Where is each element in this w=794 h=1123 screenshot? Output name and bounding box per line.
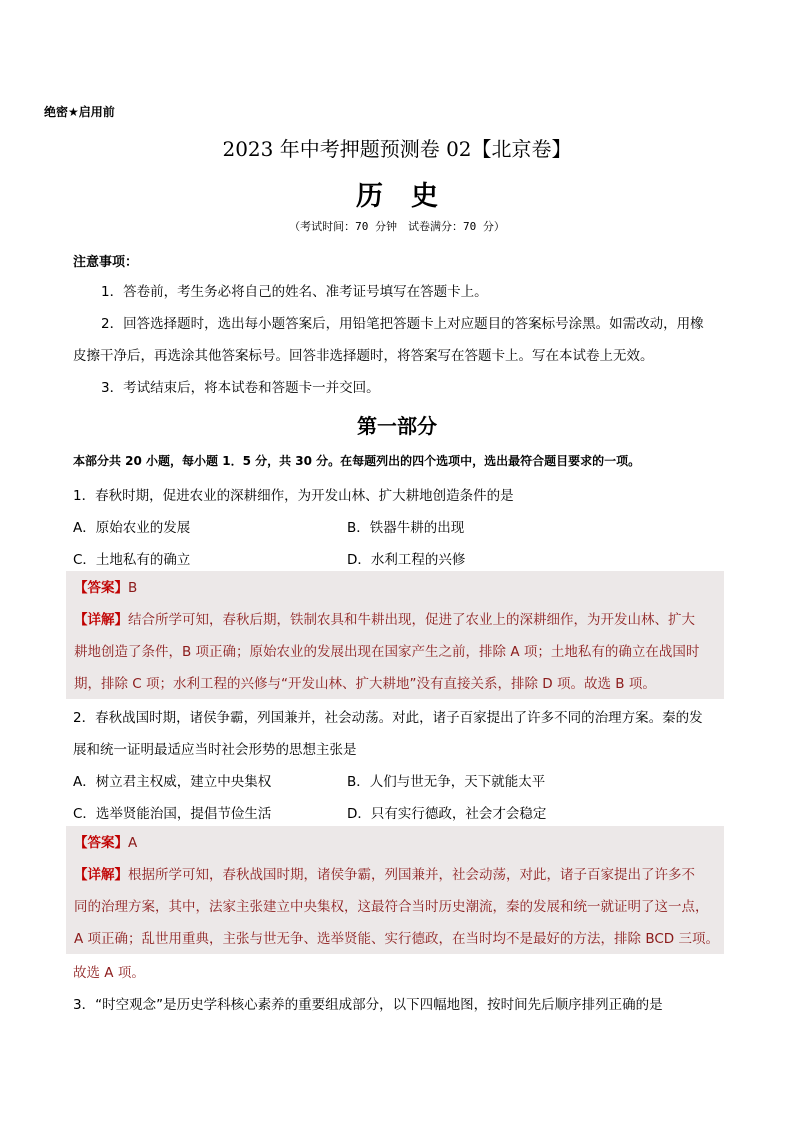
answer-box <box>66 826 724 954</box>
secret-label: 绝密★启用前 <box>44 105 115 119</box>
option-d: D．水利工程的兴修 <box>347 552 466 568</box>
detail-tag: 【详解】 <box>74 612 128 628</box>
exam-info: （考试时间：70 分钟 试卷满分：70 分） <box>289 220 505 233</box>
detail-text: 结合所学可知，春秋后期，铁制农具和牛耕出现，促进了农业上的深耕细作，为开发山林、扩大 <box>128 612 695 628</box>
detail-line <box>74 604 695 636</box>
answer-value: B <box>128 580 138 596</box>
option-d: D．只有实行德政，社会才会稳定 <box>347 806 547 822</box>
detail-conclusion: 故选 A 项。 <box>73 965 145 981</box>
option-a: A．树立君主权威，建立中央集权 <box>73 774 272 790</box>
detail-line <box>74 859 695 891</box>
answer-line <box>74 572 137 604</box>
question-stem: 展和统一证明最适应当时社会形势的思想主张是 <box>73 742 357 758</box>
exam-title: 2023 年中考押题预测卷 02【北京卷】 <box>222 137 572 161</box>
notice-item: 3．考试结束后，将本试卷和答题卡一并交回。 <box>101 380 380 396</box>
notice-item: 2．回答选择题时，选出每小题答案后，用铅笔把答题卡上对应题目的答案标号涂黑。如需改动，用橡 <box>101 316 704 332</box>
option-a: A．原始农业的发展 <box>73 520 191 536</box>
option-b: B．人们与世无争，天下就能太平 <box>347 774 546 790</box>
answer-tag: 【答案】 <box>74 580 128 596</box>
detail-line: A 项正确；乱世用重典，主张与世无争、选举贤能、实行德政，在当时均不是最好的方法，排除 BCD 三项。 <box>74 931 719 947</box>
section-instruction: 本部分共 20 小题，每小题 1．5 分，共 30 分。在每题列出的四个选项中，选出最符合题目要求的一项。 <box>73 454 641 468</box>
answer-tag: 【答案】 <box>74 835 128 851</box>
option-c: C．选举贤能治国，提倡节俭生活 <box>73 806 272 822</box>
answer-line <box>74 827 137 859</box>
question-stem: 2．春秋战国时期，诸侯争霸，列国兼并，社会动荡。对此，诸子百家提出了许多不同的治理方案。秦的发 <box>73 710 703 726</box>
question-stem: 3．“时空观念”是历史学科核心素养的重要组成部分，以下四幅地图，按时间先后顺序排列正确的是 <box>73 997 663 1013</box>
detail-line: 耕地创造了条件，B 项正确；原始农业的发展出现在国家产生之前，排除 A 项；土地私有的确立在战国时 <box>74 644 700 660</box>
option-b: B．铁器牛耕的出现 <box>347 520 465 536</box>
answer-value: A <box>128 835 138 851</box>
answer-box <box>66 571 724 699</box>
detail-text: 根据所学可知，春秋战国时期，诸侯争霸，列国兼并，社会动荡，对此，诸子百家提出了许多不 <box>128 867 695 883</box>
subject-title: 历史 <box>356 181 466 212</box>
notice-item: 皮擦干净后，再选涂其他答案标号。回答非选择题时，将答案写在答题卡上。写在本试卷上无效。 <box>73 348 654 364</box>
detail-line: 期，排除 C 项；水利工程的兴修与“开发山林、扩大耕地”没有直接关系，排除 D 项。故选 B 项。 <box>74 676 656 692</box>
notice-item: 1．答卷前，考生务必将自己的姓名、准考证号填写在答题卡上。 <box>101 284 488 300</box>
section-title: 第一部分 <box>357 414 437 438</box>
detail-line: 同的治理方案，其中，法家主张建立中央集权，这最符合当时历史潮流，秦的发展和统一就证明了这一点， <box>74 899 709 915</box>
question-stem: 1．春秋时期，促进农业的深耕细作，为开发山林、扩大耕地创造条件的是 <box>73 488 514 504</box>
notice-heading: 注意事项： <box>73 255 139 270</box>
detail-tag: 【详解】 <box>74 867 128 883</box>
option-c: C．土地私有的确立 <box>73 552 191 568</box>
